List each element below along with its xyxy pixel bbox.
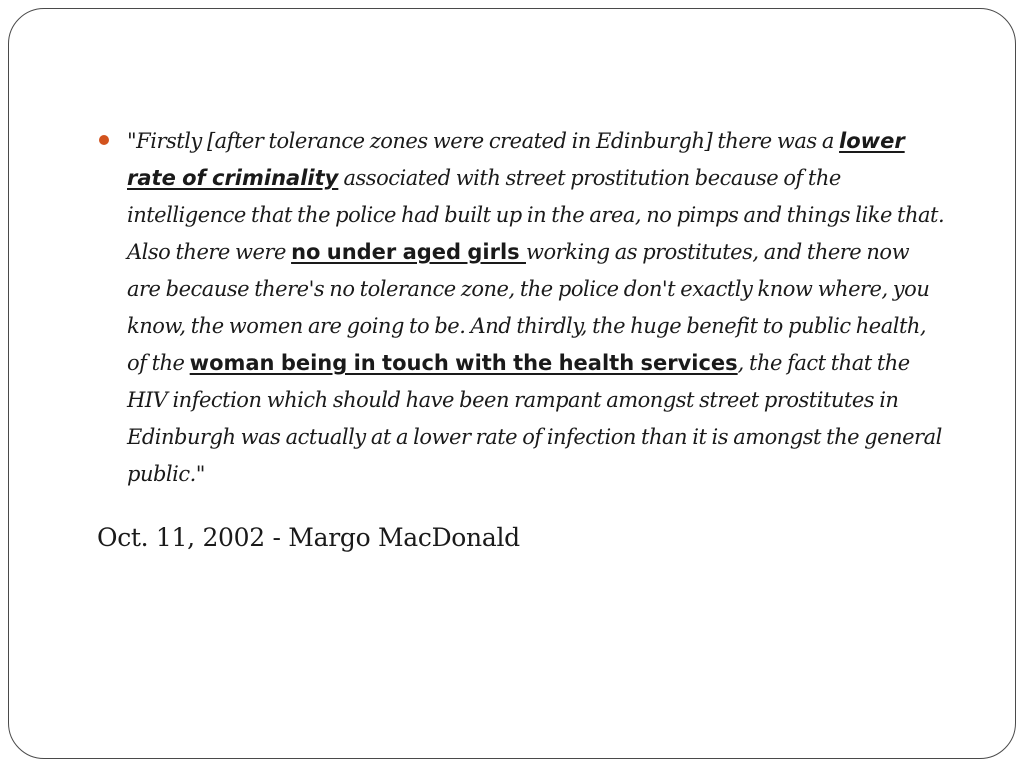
emphasis-no-under-aged-girls: no under aged girls — [291, 240, 526, 264]
quote-segment-2: associated with street prostitution because of the intelligence that the police had built up in the area, no pimps and things like that. Also there were — [127, 166, 945, 264]
emphasis-health-services: woman being in touch with the health services — [189, 351, 738, 375]
emphasis-lower-rate-of-criminality: lower rate of criminality — [127, 129, 905, 190]
slide-frame — [8, 8, 1016, 759]
slide-content — [97, 123, 957, 552]
quote-segment-1: "Firstly [after tolerance zones were created in Edinburgh] there was a — [127, 129, 840, 153]
quote-segment-3: working as prostitutes, and there now are because there's no tolerance zone, the police don't exactly know where, you know, the women are going to be. And thirdly, the huge benefit to public health, of the — [127, 240, 930, 375]
attribution-line: Oct. 11, 2002 - Margo MacDonald — [97, 523, 520, 552]
quote-text — [127, 123, 947, 493]
bullet-dot-icon — [99, 135, 109, 145]
quote-segment-4: , the fact that the HIV infection which should have been rampant amongst street prostitutes in Edinburgh was actually at a lower rate of infection than it is amongst the general public." — [127, 351, 942, 486]
quote-bullet — [97, 123, 957, 493]
